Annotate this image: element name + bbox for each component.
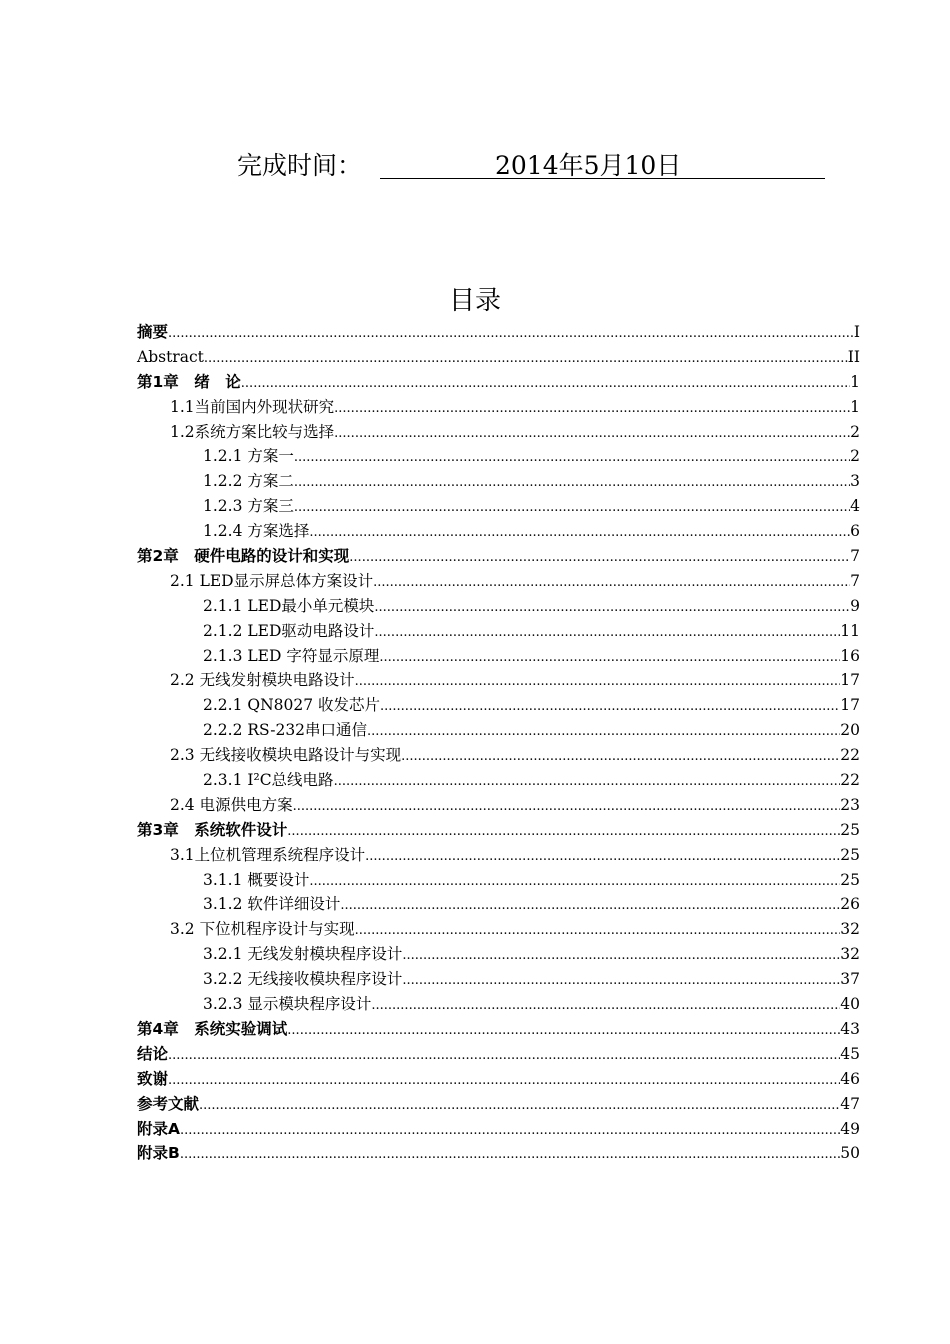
toc-dot-leader	[241, 372, 850, 397]
toc-entry-title: 2.2 无线发射模块电路设计	[170, 671, 355, 690]
toc-entry-page: 1	[850, 372, 860, 391]
toc-entry-page: 50	[840, 1144, 860, 1163]
toc-entry-page: 46	[840, 1069, 860, 1088]
toc-dot-leader	[294, 496, 850, 521]
toc-entry-page: 9	[850, 596, 860, 615]
toc-entry[interactable]	[137, 1042, 860, 1067]
toc-dot-leader	[373, 571, 850, 596]
toc-entry-title: 2.2.2 RS-232串口通信	[203, 721, 368, 740]
toc-entry-title: 2.1.3 LED 字符显示原理	[203, 646, 380, 665]
toc-entry-title: 第1章 绪 论	[137, 372, 241, 391]
toc-entry-page: 2	[850, 422, 860, 441]
toc-entry-page: 3	[850, 472, 860, 491]
toc-entry[interactable]	[137, 942, 860, 967]
toc-dot-leader	[180, 1119, 840, 1144]
toc-entry[interactable]	[137, 718, 860, 743]
toc-dot-leader	[204, 347, 848, 372]
toc-entry-page: 43	[840, 1019, 860, 1038]
toc-dot-leader	[309, 870, 840, 895]
toc-entry-title: 第3章 系统软件设计	[137, 820, 288, 839]
toc-entry-page: 23	[840, 795, 860, 814]
toc-entry-title: 3.2 下位机程序设计与实现	[170, 920, 355, 939]
toc-entry-page: 4	[850, 497, 860, 516]
toc-dot-leader	[379, 646, 840, 671]
toc-dot-leader	[334, 422, 850, 447]
toc-entry-title: 1.2.1 方案一	[203, 447, 294, 466]
toc-entry[interactable]	[137, 395, 860, 420]
toc-dot-leader	[293, 795, 841, 820]
toc-dot-leader	[168, 1069, 840, 1094]
toc-entry-page: 47	[840, 1094, 860, 1113]
toc-entry-page: 32	[840, 920, 860, 939]
toc-entry-page: 6	[850, 522, 860, 541]
toc-dot-leader	[334, 397, 850, 422]
toc-entry-title: 3.1.2 软件详细设计	[203, 895, 341, 914]
toc-entry-page: 37	[840, 970, 860, 989]
toc-entry-title: 1.2.2 方案二	[203, 472, 294, 491]
toc-entry[interactable]	[137, 1117, 860, 1142]
toc-dot-leader	[340, 894, 840, 919]
toc-entry[interactable]	[137, 370, 860, 395]
toc-entry[interactable]	[137, 519, 860, 544]
toc-dot-leader	[365, 845, 840, 870]
toc-entry[interactable]	[137, 768, 860, 793]
toc-entry-title: 3.2.1 无线发射模块程序设计	[203, 945, 403, 964]
toc-entry-title: Abstract	[137, 347, 204, 366]
toc-entry-page: II	[847, 347, 860, 366]
toc-entry-title: 2.1 LED显示屏总体方案设计	[170, 571, 374, 590]
toc-dot-leader	[374, 621, 840, 646]
toc-entry-title: 结论	[137, 1044, 169, 1063]
toc-entry-page: 11	[840, 621, 860, 640]
toc-entry-page: 17	[840, 696, 860, 715]
toc-entry-title: 1.2系统方案比较与选择	[170, 422, 335, 441]
toc-entry-title: 附录B	[137, 1144, 180, 1163]
completion-time-label: 完成时间：	[237, 151, 363, 180]
toc-dot-leader	[287, 1019, 840, 1044]
toc-entry[interactable]	[137, 469, 860, 494]
toc-entry-page: 22	[840, 746, 860, 765]
toc-dot-leader	[168, 1044, 840, 1069]
toc-entry[interactable]	[137, 619, 860, 644]
toc-dot-leader	[287, 820, 840, 845]
completion-time-line	[237, 146, 837, 186]
toc-dot-leader	[402, 969, 840, 994]
toc-entry[interactable]	[137, 693, 860, 718]
toc-entry[interactable]	[137, 818, 860, 843]
toc-entry[interactable]	[137, 420, 860, 445]
toc-entry[interactable]	[137, 1141, 860, 1166]
toc-entry-page: 32	[840, 945, 860, 964]
table-of-contents	[137, 320, 860, 1166]
toc-entry-title: 摘要	[137, 323, 169, 341]
toc-entry[interactable]	[137, 793, 860, 818]
toc-entry[interactable]	[137, 1092, 860, 1117]
completion-date-field	[380, 146, 825, 179]
toc-entry[interactable]	[137, 544, 860, 569]
toc-entry-title: 3.1.1 概要设计	[203, 870, 310, 889]
toc-entry[interactable]	[137, 1017, 860, 1042]
toc-dot-leader	[334, 770, 841, 795]
toc-entry-title: 3.2.2 无线接收模块程序设计	[203, 970, 403, 989]
toc-entry[interactable]	[137, 992, 860, 1017]
toc-entry[interactable]	[137, 843, 860, 868]
toc-entry-page: 17	[840, 671, 860, 690]
toc-dot-leader	[294, 446, 850, 471]
toc-entry-page: 26	[840, 895, 860, 914]
toc-entry[interactable]	[137, 644, 860, 669]
toc-dot-leader	[374, 596, 850, 621]
toc-entry-title: 参考文献	[137, 1094, 200, 1113]
toc-dot-leader	[294, 471, 850, 496]
toc-entry-title: 3.2.3 显示模块程序设计	[203, 995, 372, 1014]
toc-entry-title: 2.1.1 LED最小单元模块	[203, 596, 375, 615]
toc-entry-title: 2.1.2 LED驱动电路设计	[203, 621, 375, 640]
toc-entry-page: 1	[850, 397, 860, 416]
toc-entry-page: 45	[840, 1044, 860, 1063]
toc-dot-leader	[380, 695, 840, 720]
toc-entry-title: 2.2.1 QN8027 收发芯片	[203, 696, 381, 715]
toc-entry[interactable]	[137, 569, 860, 594]
toc-entry[interactable]	[137, 868, 860, 893]
toc-entry-page: 16	[840, 646, 860, 665]
toc-entry[interactable]	[137, 668, 860, 693]
toc-entry-page: 20	[840, 721, 860, 740]
toc-entry-page: 7	[850, 547, 860, 566]
toc-dot-leader	[401, 745, 840, 770]
toc-entry[interactable]	[137, 743, 860, 768]
toc-entry-title: 2.3 无线接收模块电路设计与实现	[170, 746, 402, 765]
toc-entry-page: 49	[840, 1119, 860, 1138]
toc-dot-leader	[349, 546, 850, 571]
toc-entry-page: 40	[840, 995, 860, 1014]
toc-entry-page: I	[853, 323, 860, 341]
toc-entry-page: 7	[850, 571, 860, 590]
toc-entry-page: 25	[840, 820, 860, 839]
toc-entry[interactable]	[137, 345, 860, 370]
toc-entry[interactable]	[137, 1067, 860, 1092]
toc-dot-leader	[402, 944, 840, 969]
toc-entry[interactable]	[137, 494, 860, 519]
toc-dot-leader	[309, 521, 850, 546]
toc-entry[interactable]	[137, 917, 860, 942]
toc-entry-title: 1.2.4 方案选择	[203, 522, 310, 541]
toc-dot-leader	[180, 1143, 840, 1168]
toc-entry-page: 2	[850, 447, 860, 466]
toc-entry-page: 22	[840, 771, 860, 790]
toc-entry[interactable]	[137, 967, 860, 992]
toc-entry-title: 3.1上位机管理系统程序设计	[170, 845, 366, 864]
toc-entry-title: 2.3.1 I²C总线电路	[203, 771, 334, 790]
toc-entry-page: 25	[840, 845, 860, 864]
toc-entry[interactable]	[137, 594, 860, 619]
toc-entry-title: 1.1当前国内外现状研究	[170, 397, 335, 416]
toc-entry-title: 致谢	[137, 1069, 169, 1088]
toc-dot-leader	[371, 994, 840, 1019]
toc-dot-leader	[199, 1094, 840, 1119]
toc-entry-title: 第4章 系统实验调试	[137, 1019, 288, 1038]
toc-entry-page: 25	[840, 870, 860, 889]
toc-entry-title: 2.4 电源供电方案	[170, 795, 293, 814]
toc-dot-leader	[355, 919, 841, 944]
toc-dot-leader	[367, 720, 840, 745]
toc-dot-leader	[168, 322, 854, 347]
toc-entry-title: 第2章 硬件电路的设计和实现	[137, 547, 350, 566]
toc-entry-title: 1.2.3 方案三	[203, 497, 294, 516]
toc-entry[interactable]	[137, 320, 860, 345]
toc-entry[interactable]	[137, 444, 860, 469]
toc-entry-title: 附录A	[137, 1119, 180, 1138]
toc-entry[interactable]	[137, 892, 860, 917]
toc-title: 目录	[448, 286, 501, 316]
toc-dot-leader	[355, 670, 841, 695]
completion-date-value: 2014年5月10日	[495, 151, 682, 180]
